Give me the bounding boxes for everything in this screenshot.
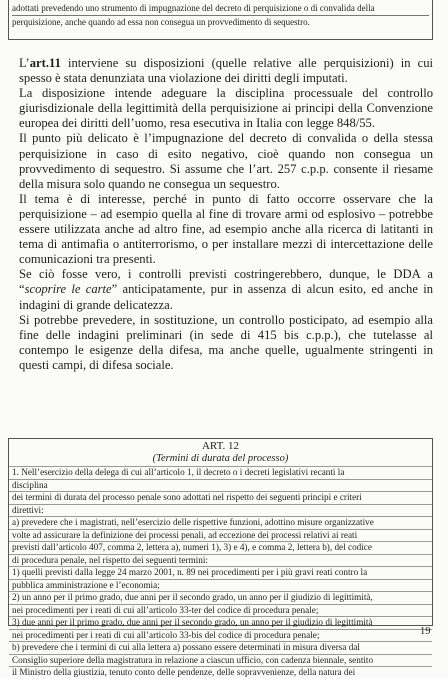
article-text-line: previsti dall’articolo 407, comma 2, lettera a), numeri 1), 3) e 4), e comma 2, lettera b), del codice	[9, 541, 432, 554]
article-text-line: volte ad assicurare la definizione dei processi penali, ad eccezione dei processi relativi ai reati	[9, 529, 432, 542]
article-text-line: di procedura penale, nel rispetto dei seguenti termini:	[9, 554, 432, 567]
article-text-line: b) prevedere che i termini di cui alla lettera a) possano essere determinati in misura diversa dal	[9, 641, 432, 654]
article-text-line: disciplina	[9, 479, 432, 492]
article-text-line: 1. Nell’esercizio della delega di cui all’articolo 1, il decreto o i decreti legislativi recanti la	[9, 466, 432, 479]
commentary-body	[19, 56, 433, 373]
article-heading: ART. 12	[201, 440, 240, 452]
quoted-line-1: adottati prevedendo uno strumento di impugnazione del decreto di perquisizione o di convalida della	[12, 3, 375, 13]
article-text-line: Consiglio superiore della magistratura in relazione a ciascun ufficio, con cadenza biennale, sentito	[9, 654, 432, 667]
italic-quote: scoprire le carte	[24, 282, 112, 297]
quoted-line-2: perquisizione, anche quando ad essa non consegua un provvedimento di sequestro.	[12, 15, 429, 28]
paragraph-1: L’art.11 interviene su disposizioni (quelle relative alle perquisizioni) in cui spesso è stata denunziata una violazione dei diritti degli imputati.	[19, 56, 433, 86]
article-text-line: 1) quelli previsti dalla legge 24 marzo 2001, n. 89 nei procedimenti per i più gravi reati contro la	[9, 566, 432, 579]
article-ref: art.11	[29, 56, 61, 70]
article-text-line: a) prevedere che i magistrati, nell’esercizio delle rispettive funzioni, adottino misure organizzative	[9, 516, 432, 529]
article-text-line: 2) un anno per il primo grado, due anni per il secondo grado, un anno per il giudizio di legittimità,	[9, 591, 432, 604]
quoted-text-box	[8, 0, 433, 40]
paragraph-4: Il tema è di interesse, perché in punto di fatto occorre osservare che la perquisizione – ad esempio quella al fine di trovare armi od esplosivo – potrebbe essere utilizzata anche ad altro fine, ad esempio anche alla ricerca di latitanti in tema di antimafia o antiterrorismo, o per installare mezzi di intercettazione delle comunicazioni tra presenti.	[19, 191, 433, 267]
article-text-line: nei procedimenti per i reati di cui all’articolo 33-bis del codice di procedura penale;	[9, 629, 432, 642]
article-text-line: 3) due anni per il primo grado, due anni per il secondo grado, un anno per il giudizio di legittimità	[9, 616, 432, 629]
article-text-line: dei termini di durata del processo penale sono adottati nel rispetto dei seguenti principi e criteri	[9, 491, 432, 504]
article-text-line: il Ministro della giustizia, tenuto conto delle pendenze, delle sopravvenienze, della natura dei	[9, 666, 432, 679]
article-subheading: (Termini di durata del processo)	[152, 453, 289, 464]
paragraph-3: Il punto più delicato è l’impugnazione del decreto di convalida o della stessa perquisizione in caso di esito negativo, cioè quando non consegua un provvedimento di sequestro. Si assume che l’art. 257 c.p.p. consente il riesame della misura solo quando ne consegua un sequestro.	[19, 131, 433, 191]
paragraph-5: Se ciò fosse vero, i controlli previsti costringerebbero, dunque, le DDA a “scoprire le carte” anticipatamente, pur in assenza di alcun esito, ed anche in indagini di grande delicatezza.	[19, 267, 433, 312]
paragraph-6: Si potrebbe prevedere, in sostituzione, un controllo posticipato, ad esempio alla fine delle indagini preliminari (in sede di 415 bis c.p.p.), che tutelasse al contempo le esigenze della difesa, ma anche quelle, ugualmente stringenti in questi campi, di difesa sociale.	[19, 312, 433, 372]
article-text-line: pubblica amministrazione e l’economia;	[9, 579, 432, 592]
paragraph-2: La disposizione intende adeguare la disciplina processuale del controllo giurisdizionale della legittimità della perquisizione ai principi della Convenzione europea dei diritti dell’uomo, resa esecutiva in Italia con legge 848/55.	[19, 86, 433, 131]
article-text-line: nei procedimenti per i reati di cui all’articolo 33-ter del codice di procedura penale;	[9, 604, 432, 617]
page-number: 19	[420, 626, 431, 637]
article-text-line: direttivi:	[9, 504, 432, 517]
